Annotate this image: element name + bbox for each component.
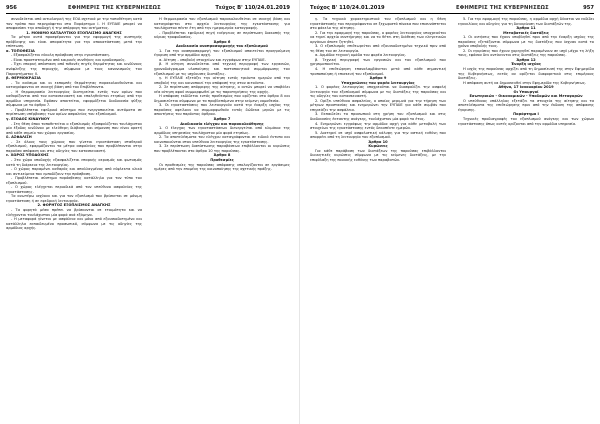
- left-page: [0, 0, 296, 424]
- paragraph: - Εξασφαλίζεται εύκολη πρόσβαση στην εγκατάσταση.: [11, 53, 110, 58]
- section-heading: 1. ΜΟΝΙΜΟ ΚΑΤΑΛΥΤΙΚΟ ΕΞΟΠΛΙΣΜΟ ΑΝΑΓΚΗΣ: [26, 30, 122, 35]
- paragraph: - Τα φορητά μέσα πρέπει να βρίσκονται σε ετοιμότητα και να ελέγχονται τουλάχιστον μία φορά ανά εξάμηνο.: [6, 207, 142, 217]
- section-heading: Παράρτημα Ι: [513, 112, 539, 117]
- right-column-2: [458, 17, 594, 419]
- paragraph: 4. Η επιθεώρηση επαναλαμβάνεται μετά από κάθε σημαντική τροποποίηση ή επισκευή του εξοπλισμού.: [310, 67, 446, 76]
- section-heading: α. ΤΟΠΟΘΕΣΙΑ: [6, 48, 35, 53]
- section-heading: Άρθρο 12: [516, 57, 536, 62]
- paragraph: β. Η αίτηση συνοδεύεται από τεχνική περιγραφή των εργασιών, χρονοδιάγραμμα υλοποίησης και πιστοποιητικά συμμόρφωσης του εξοπλισμού με τις ισχύουσες διατάξεις.: [154, 62, 290, 76]
- paragraph: 2. Σε περίπτωση απόρριψης της αίτησης, ο αιτών μπορεί να υποβάλει νέα αίτηση αφού συμμορφωθεί με τις παρατηρήσεις της αρχής.: [154, 85, 290, 94]
- paragraph: - Το καύσιμο και οι εκπομπές θερμότητας παρακολουθούνται και καταγράφονται σε συνεχή βάση από τον Επιβλέποντα.: [6, 80, 142, 90]
- paragraph: - Προβλέπεται εφεδρική πηγή ενέργειας σε περίπτωση διακοπής της κύριας τροφοδοσίας.: [154, 30, 290, 40]
- paragraph: 1. Ο φορέας λειτουργίας υποχρεούται να διασφαλίζει την ασφαλή λειτουργία του εξοπλισμού σύμφωνα με τις διατάξεις της παρούσας και τις οδηγίες του κατασκευαστή.: [310, 85, 446, 99]
- paragraph: 5. Για την εφαρμογή της παρούσας, η αρμόδια αρχή δύναται να εκδίδει εγκυκλίους και οδηγίες για τη διευκρίνιση των διατάξεών της.: [458, 17, 594, 26]
- left-header-rule: [6, 13, 290, 14]
- paragraph: - Σε όλους τους χώρους που γίνεται εγκατάσταση σταθερού εξοπλισμού, εφαρμόζονται τα μέτρα ασφαλείας που προβλέπονται στην παρούσα απόφαση και στις οδηγίες του κατασκευαστή.: [6, 139, 142, 153]
- section-heading: β. ΘΕΡΜΟΚΡΑΣΙΑ: [6, 76, 41, 81]
- left-page-header: [6, 4, 290, 13]
- page-gutter: [299, 0, 300, 424]
- section-heading: Άρθρο 9: [369, 76, 387, 81]
- right-gazette-title: ΕΦΗΜΕΡΙΣ ΤΗΣ ΚΥΒΕΡΝΗΣΕΩΣ: [456, 5, 549, 11]
- section-heading: 2. ΦΟΡΗΤΟΣ ΕΞΟΠΛΙΣΜΟΣ ΑΝΑΓΚΗΣ: [37, 203, 111, 208]
- paragraph: - Η μεταφορά γίνεται με ασφάλεια και μόνο από εξουσιοδοτημένο και κατάλληλα εκπαιδευμένο προσωπικό, σύμφωνα με τις οδηγίες της αρμόδιας αρχής.: [6, 217, 142, 231]
- left-page-number: 956: [6, 5, 17, 11]
- section-heading: Άρθρο 7: [213, 117, 231, 122]
- paragraph: - Είναι προστατευμένο από καιρικές συνθήκες και κραδασμούς.: [11, 57, 126, 62]
- section-heading: Αθήνα, 17 Ιανουαρίου 2019: [498, 85, 554, 90]
- right-issue-label: Τεύχος Β' 110/24.01.2019: [310, 5, 385, 11]
- paragraph: - Ο χώρος παραμένει καθαρός και απαλλαγμένος από εύφλεκτα υλικά και αντικείμενα που εμποδίζουν την πρόσβαση.: [6, 167, 142, 176]
- paragraph: 5. Διατηρεί σε ισχύ ασφαλιστική κάλυψη για την αστική ευθύνη που απορρέει από τη λειτουργία του εξοπλισμού.: [310, 130, 446, 140]
- section-heading: Εσωτερικών - Οικονομικών - Υποδομών και Μεταφορών: [469, 94, 583, 99]
- paragraph: Η απόφαση εκδίδεται εντός προθεσμίας που ορίζεται στο άρθρο 8 και δημοσιεύεται σύμφωνα με τα προβλεπόμενα στην κείμενη νομοθεσία.: [154, 94, 290, 103]
- paragraph: 1. Για την αναπροσαρμογή του εξοπλισμού απαιτείται προηγούμενη έγκριση από την αρμόδια αρχή.: [154, 48, 290, 58]
- paragraph: 2. Για την εφαρμογή της παρούσας, ο φορέας λειτουργίας υποχρεούται να τηρεί αρχείο συντήρησης και να το θέτει στη διάθεση των ελεγκτικών οργάνων όποτε ζητηθεί.: [310, 30, 446, 44]
- right-page-number: 957: [583, 5, 594, 11]
- section-heading: Διαδικασία ελέγχου και παρακολούθησης: [180, 121, 264, 126]
- paragraph: 2. Ορίζει υπεύθυνο ασφαλείας, ο οποίος μεριμνά για την τήρηση των μέτρων προστασίας και ενημερώνει την ΕΥΠΑΙΕ για κάθε συμβάν που επηρεάζει την ασφάλεια.: [310, 98, 446, 112]
- section-heading: Υποχρεώσεις του φορέα λειτουργίας: [341, 80, 415, 85]
- paragraph: 3. Οι εγκαταστάσεις που λειτουργούν κατά την έναρξη ισχύος της παρούσας οφείλουν να συμμορφωθούν εντός δώδεκα μηνών με τις απαιτήσεις του παρόντος άρθρου.: [154, 103, 290, 117]
- paragraph: β. Τεχνική περιγραφή των εργασιών και του εξοπλισμού που χρησιμοποιείται.: [310, 57, 446, 67]
- paragraph: 3. Ο εξοπλισμός επιθεωρείται από εξουσιοδοτημένο τεχνικό πριν από τη θέση του σε λειτουργία.: [310, 44, 446, 53]
- section-heading: Άρθρο 8: [213, 153, 231, 158]
- paragraph: - Προβλέπεται σύστημα πυρόσβεσης κατάλληλο για τον τύπο του εξοπλισμού.: [6, 176, 142, 185]
- left-issue-label: Τεύχος Β' 110/24.01.2019: [215, 5, 290, 11]
- paragraph: 1. Οι αιτήσεις που έχουν υποβληθεί πριν από την έναρξη ισχύος της παρούσας εξετάζονται σύμφωνα με τις διατάξεις που ίσχυαν κατά το χρόνο υποβολής τους.: [458, 35, 594, 49]
- section-heading: Προθεσμίες: [210, 157, 234, 162]
- paragraph: - Η θερμοκρασία λειτουργίας διατηρείται εντός των ορίων που καθορίζονται από τον κατασκευαστή και επαληθεύεται ετησίως από την αρμόδια υπηρεσία. Εφόσον απαιτείται, εφαρμόζεται διαδικασία ψύξης σύμφωνα με το άρθρο 7.: [6, 89, 142, 108]
- left-column-1: [6, 17, 142, 419]
- right-header-rule: [310, 13, 594, 14]
- section-heading: Κυρώσεις: [368, 144, 388, 149]
- paragraph: 2. Οι εγκρίσεις που έχουν χορηγηθεί παραμένουν σε ισχύ μέχρι τη λήξη τους, εφόσον δεν αντίκεινται στις διατάξεις της παρούσας.: [458, 48, 594, 58]
- section-heading: Άρθρο 6: [213, 39, 231, 44]
- section-heading: Άρθρο 11: [516, 26, 536, 31]
- paragraph: 1. Ο έλεγχος των εγκαταστάσεων διενεργείται από κλιμάκια της αρμόδιας υπηρεσίας τουλάχιστον μία φορά ετησίως.: [154, 126, 290, 135]
- paragraph: γ. Τα τεχνικά χαρακτηριστικά του εξοπλισμού και η θέση εγκατάστασής του περιγράφονται σε ξεχωριστό πίνακα που επισυνάπτεται στο φάκελο της αίτησης.: [310, 17, 446, 31]
- paragraph: 2. Τα αποτελέσματα του ελέγχου καταγράφονται σε ειδικό έντυπο και κοινοποιούνται στον υπεύθυνο λειτουργίας της εγκατάστασης.: [154, 135, 290, 144]
- paragraph: - Προβλέπεται εφεδρικό σύστημα που ενεργοποιείται αυτόματα σε περίπτωση υπέρβασης των ορίων ασφαλείας του εξοπλισμού.: [6, 107, 142, 117]
- paragraph: γ. Η ΕΥΠΑΙΕ εξετάζει την αίτηση εντός τριάντα ημερών από την υποβολή της και κοινοποιεί την απόφασή της στον αιτούντα.: [154, 76, 290, 85]
- paragraph: 3. Σε περίπτωση διαπίστωσης παραβάσεων επιβάλλονται οι κυρώσεις που προβλέπονται στο άρθρο 10 της παρούσας.: [154, 144, 290, 153]
- paragraph: Για κάθε παράβαση των διατάξεων της παρούσας επιβάλλονται διοικητικές κυρώσεις σύμφωνα με τις κείμενες διατάξεις, με την επιφύλαξη της ποινικής ευθύνης των παραβατών.: [310, 148, 446, 162]
- paragraph: 4. Ενημερώνει εγγράφως την αρμόδια αρχή για κάθε μεταβολή των στοιχείων της εγκατάστασης εντός δεκαπέντε ημερών.: [310, 121, 446, 131]
- section-heading: Άρθρο 10: [368, 139, 388, 144]
- paragraph: - Στη θέση όπου τοποθετείται ο εξοπλισμός εξασφαλίζεται τουλάχιστον μία έξοδος κινδύνου με ελεύθερη διάβαση και σήμανση που είναι ορατή από κάθε σημείο του χώρου εργασίας.: [6, 121, 142, 135]
- section-heading: Μεταβατικές διατάξεις: [503, 30, 549, 35]
- section-heading: δ. ΑΣΦΑΛΙΣΗ: [6, 135, 32, 140]
- paragraph: - Ο χώρος ελέγχεται περιοδικά από τον υπεύθυνο ασφαλείας της εγκατάστασης.: [6, 185, 142, 194]
- paragraph: Ο υπεύθυνος υπάλληλος εξετάζει τα στοιχεία της αίτησης και τα αποτελέσματα της επιθεώρησης πριν από την έκδοση της απόφασης έγκρισης.: [458, 98, 594, 112]
- paragraph: 3. Εκπαιδεύει το προσωπικό στη χρήση του εξοπλισμού και στις διαδικασίες έκτακτης ανάγκης, τουλάχιστον μία φορά το έτος.: [310, 112, 446, 122]
- paragraph: Τεχνικές προδιαγραφές του εξοπλισμού ανάγκης και των χώρων εγκατάστασης όπως αυτές ορίζονται από την αρμόδια υπηρεσία.: [458, 117, 594, 126]
- paragraph: συνοδεύεται από αιτιολογική της ΕΟΑ σχετικά με την τοποθέτηση κατά τον τρόπο που περιγράφεται στο Παράρτημα Ι. Η ΕΥΠΑΙΕ μπορεί να αποφασίσει την αποδοχή ή την απόρριψη του αιτήματος.: [6, 17, 142, 31]
- paragraph: - Στο χώρο υποδοχής εξασφαλίζεται επαρκής αερισμός και φωτισμός κατά τη διάρκεια της λειτουργίας.: [6, 157, 142, 167]
- paragraph: Η ισχύς της παρούσας αρχίζει από τη δημοσίευσή της στην Εφημερίδα της Κυβερνήσεως, εκτός αν ορίζεται διαφορετικά στις επιμέρους διατάξεις.: [458, 67, 594, 81]
- section-heading: ε. ΧΩΡΟΣ ΥΠΟΔΟΧΗΣ: [6, 153, 49, 158]
- paragraph: α. Αίτηση - υποβολή στοιχείων και εγγράφων στην ΕΥΠΑΙΕ.: [159, 57, 266, 62]
- left-gazette-title: ΕΦΗΜΕΡΙΣ ΤΗΣ ΚΥΒΕΡΝΗΣΕΩΣ: [68, 5, 161, 11]
- section-heading: Οι Υπουργοί: [513, 89, 539, 94]
- right-page: [304, 0, 600, 424]
- paragraph: Τα μέτρα αυτά προσφέρονται για την εφαρμογή της αυστηρής πρόβλεψης και είναι απαραίτητα για την αποκατάσταση μετά την επίπτωση.: [6, 35, 142, 49]
- paragraph: α. Αρμόδια τεχνική ομάδα του φορέα λειτουργίας.: [315, 53, 407, 58]
- section-heading: γ. ΕΞΟΔΟΣ ΚΙΝΔΥΝΟΥ: [6, 117, 50, 122]
- section-heading: Έναρξη ισχύος: [510, 62, 541, 67]
- right-page-header: [310, 4, 594, 13]
- paragraph: Οι προθεσμίες της παρούσας απόφασης υπολογίζονται σε εργάσιμες ημέρες από την επομένη της κοινοποίησης της σχετικής πράξης.: [154, 162, 290, 172]
- left-column-2: [154, 17, 290, 419]
- paragraph: Τα ανωτέρω ισχύουν και για τον εξοπλισμό που βρίσκεται σε μόνιμη εγκατάσταση ή σε εφεδρική λειτουργία.: [6, 194, 142, 203]
- paragraph: Η θερμοκρασία του εξοπλισμού παρακολουθείται σε συνεχή βάση και καταγράφεται στο αρχείο λειτουργίας της εγκατάστασης για τουλάχιστον πέντε έτη από την ημερομηνία καταγραφής.: [154, 17, 290, 31]
- paragraph: Η απόφαση αυτή να δημοσιευθεί στην Εφημερίδα της Κυβερνήσεως.: [463, 80, 587, 85]
- paragraph: - Έχει επαρκή απόσταση από πιθανές πηγές θερμότητας και κινδύνους ανάφλεξης της περιοχής, σύμφωνα με τους κανονισμούς του Παραρτήματος ΙΙ.: [6, 62, 142, 76]
- section-heading: Διαδικασία αναπροσαρμογής του εξοπλισμού: [176, 44, 268, 49]
- right-column-1: [310, 17, 446, 419]
